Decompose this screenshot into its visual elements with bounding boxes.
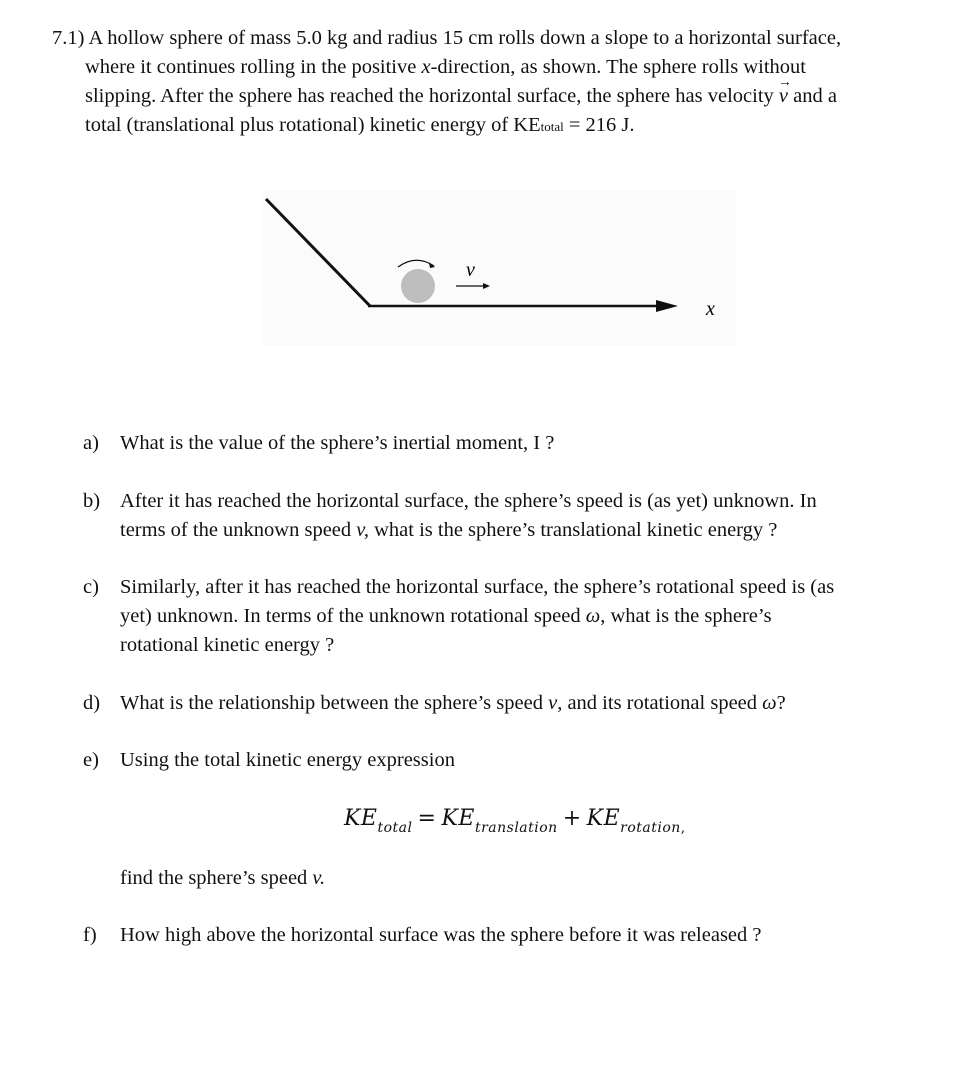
velocity-label: v — [466, 259, 475, 281]
problem-statement — [52, 24, 952, 141]
equation-comma: , — [680, 820, 686, 836]
equation-ke-rotation: KE — [586, 806, 621, 831]
question-c-text-2b: , what is the sphere’s — [600, 605, 772, 627]
question-d-text — [120, 689, 786, 718]
question-e-find-text: find the sphere’s speed — [120, 867, 313, 889]
intro-text-2b: -direction, as shown. The sphere rolls without — [430, 56, 806, 78]
question-b — [83, 487, 943, 545]
intro-text-3b: and a — [788, 85, 837, 107]
equation-plus: + — [562, 806, 582, 831]
question-d-text-b: , and its rotational speed — [557, 692, 763, 714]
question-b-text-2 — [120, 516, 777, 545]
speed-variable: v. — [312, 867, 326, 889]
rotation-arrow — [398, 260, 434, 267]
slope-diagram — [262, 190, 736, 346]
velocity-arrowhead — [483, 283, 490, 289]
speed-variable: v, — [356, 519, 369, 541]
equation-ke-total: KE — [344, 806, 378, 831]
x-variable: x — [421, 56, 431, 78]
intro-text-2a: where it continues rolling in the positive — [85, 56, 422, 78]
intro-text-1: A hollow sphere of mass 5.0 kg and radius 15 cm rolls down a slope to a horizontal surface, — [88, 27, 842, 49]
slope-line — [266, 199, 370, 306]
speed-variable: v — [548, 692, 558, 714]
intro-line-4 — [52, 111, 952, 141]
intro-line-1 — [52, 24, 952, 53]
omega-variable: ω — [585, 605, 601, 627]
question-c-text-2a: yet) unknown. In terms of the unknown rotational speed — [120, 605, 586, 627]
question-b-letter: b) — [83, 490, 101, 512]
question-f-text: How high above the horizontal surface was the sphere before it was released ? — [120, 924, 762, 946]
question-c-text-2 — [120, 602, 772, 631]
question-f — [83, 921, 943, 950]
question-b-text-2a: terms of the unknown speed — [120, 519, 357, 541]
omega-variable: ω — [762, 692, 777, 714]
equation-sub-rotation: rotation — [620, 820, 681, 836]
x-axis-arrowhead — [656, 300, 678, 312]
intro-text-3a: slipping. After the sphere has reached the horizontal surface, the sphere has velocity — [85, 85, 779, 107]
question-e-find — [120, 864, 325, 893]
question-d-letter: d) — [83, 692, 101, 714]
equation-ke-translation: KE — [441, 806, 475, 831]
velocity-vector-symbol: → v — [779, 82, 788, 111]
question-d-text-c: ? — [776, 692, 786, 714]
question-c-text-3: rotational kinetic energy ? — [120, 634, 335, 656]
intro-text-4b: = 216 J. — [563, 114, 635, 136]
question-a-text: What is the value of the sphere’s inertial moment, I ? — [120, 432, 555, 454]
question-d — [83, 689, 943, 718]
question-a — [83, 429, 943, 458]
x-axis-label: x — [706, 298, 715, 320]
problem-number: 7.1) — [52, 27, 85, 49]
question-b-text-2b: what is the sphere’s translational kinetic energy ? — [368, 519, 778, 541]
kinetic-energy-equation — [344, 806, 686, 836]
equation-sub-translation: translation — [474, 820, 558, 836]
intro-text-4a: total (translational plus rotational) kinetic energy of KE — [85, 114, 541, 136]
question-c — [83, 573, 943, 660]
question-f-letter: f) — [83, 924, 97, 946]
question-e-text: Using the total kinetic energy expression — [120, 749, 455, 771]
question-a-letter: a) — [83, 432, 99, 454]
intro-line-3 — [52, 82, 952, 111]
question-c-text-1: Similarly, after it has reached the horizontal surface, the sphere’s rotational speed is (as — [120, 576, 835, 598]
equation-equals: = — [417, 806, 437, 831]
question-d-text-a: What is the relationship between the sphere’s speed — [120, 692, 549, 714]
intro-line-2 — [52, 53, 952, 82]
question-e-letter: e) — [83, 749, 99, 771]
question-c-letter: c) — [83, 576, 99, 598]
equation-sub-total: total — [377, 820, 413, 836]
ke-total-subscript: total — [540, 119, 564, 134]
question-e — [83, 746, 943, 775]
question-b-text-1: After it has reached the horizontal surface, the sphere’s speed is (as yet) unknown. In — [120, 490, 817, 512]
slope-figure — [262, 190, 736, 346]
sphere — [401, 269, 435, 303]
